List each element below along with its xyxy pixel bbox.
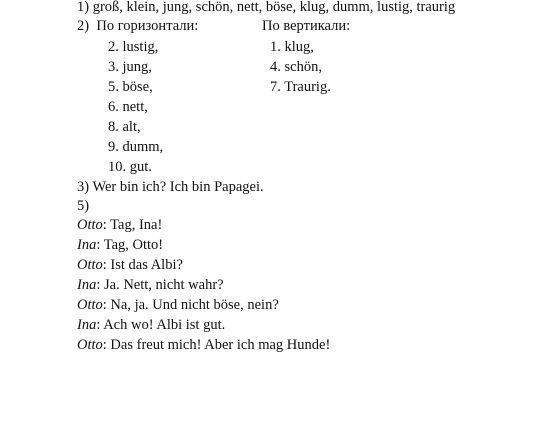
horizontal-item: 5. böse, bbox=[108, 79, 153, 95]
dialogue-speaker: Otto bbox=[77, 297, 103, 313]
horizontal-item: 9. dumm, bbox=[108, 139, 164, 155]
dialogue-line bbox=[77, 256, 183, 274]
dialogue-line bbox=[77, 296, 279, 314]
dialogue-speaker: Otto bbox=[77, 217, 103, 233]
section-5-number: 5) bbox=[77, 198, 90, 214]
dialogue-speaker: Ina bbox=[77, 277, 97, 293]
dialogue-speaker: Ina bbox=[77, 237, 97, 253]
section-1-answer: 1) groß, klein, jung, schön, nett, böse, klug, dumm, lustig, traurig bbox=[77, 0, 456, 15]
horizontal-item: 3. jung, bbox=[108, 59, 152, 75]
horizontal-item: 6. nett, bbox=[108, 99, 148, 115]
section-3-answer: 3) Wer bin ich? Ich bin Papagei. bbox=[77, 179, 264, 195]
horizontal-item: 8. alt, bbox=[108, 119, 141, 135]
dialogue-text: : Ist das Albi? bbox=[102, 257, 183, 273]
dialogue-text: : Na, ja. Und nicht böse, nein? bbox=[102, 297, 279, 313]
dialogue-text: : Das freut mich! Aber ich mag Hunde! bbox=[102, 337, 331, 353]
vertical-item: 4. schön, bbox=[270, 59, 322, 75]
horizontal-heading: По горизонтали: bbox=[96, 18, 199, 34]
dialogue-speaker: Ina bbox=[77, 317, 97, 333]
vertical-item: 7. Traurig. bbox=[270, 79, 331, 95]
dialogue-line bbox=[77, 336, 330, 354]
dialogue-text: : Ja. Nett, nicht wahr? bbox=[96, 277, 224, 293]
dialogue-speaker: Otto bbox=[77, 337, 103, 353]
vertical-heading: По вертикали: bbox=[262, 18, 351, 34]
dialogue-text: : Ach wo! Albi ist gut. bbox=[96, 317, 226, 333]
section-2-heading-row bbox=[77, 17, 198, 35]
dialogue-text: : Tag, Ina! bbox=[102, 217, 163, 233]
vertical-item: 1. klug, bbox=[270, 39, 314, 55]
section-2-number: 2) bbox=[77, 18, 90, 34]
dialogue-line bbox=[77, 276, 224, 294]
horizontal-item: 10. gut. bbox=[108, 159, 152, 175]
dialogue-line bbox=[77, 216, 162, 234]
dialogue-line bbox=[77, 236, 163, 254]
dialogue-line bbox=[77, 316, 225, 334]
dialogue-speaker: Otto bbox=[77, 257, 103, 273]
horizontal-item: 2. lustig, bbox=[108, 39, 159, 55]
dialogue-text: : Tag, Otto! bbox=[96, 237, 164, 253]
